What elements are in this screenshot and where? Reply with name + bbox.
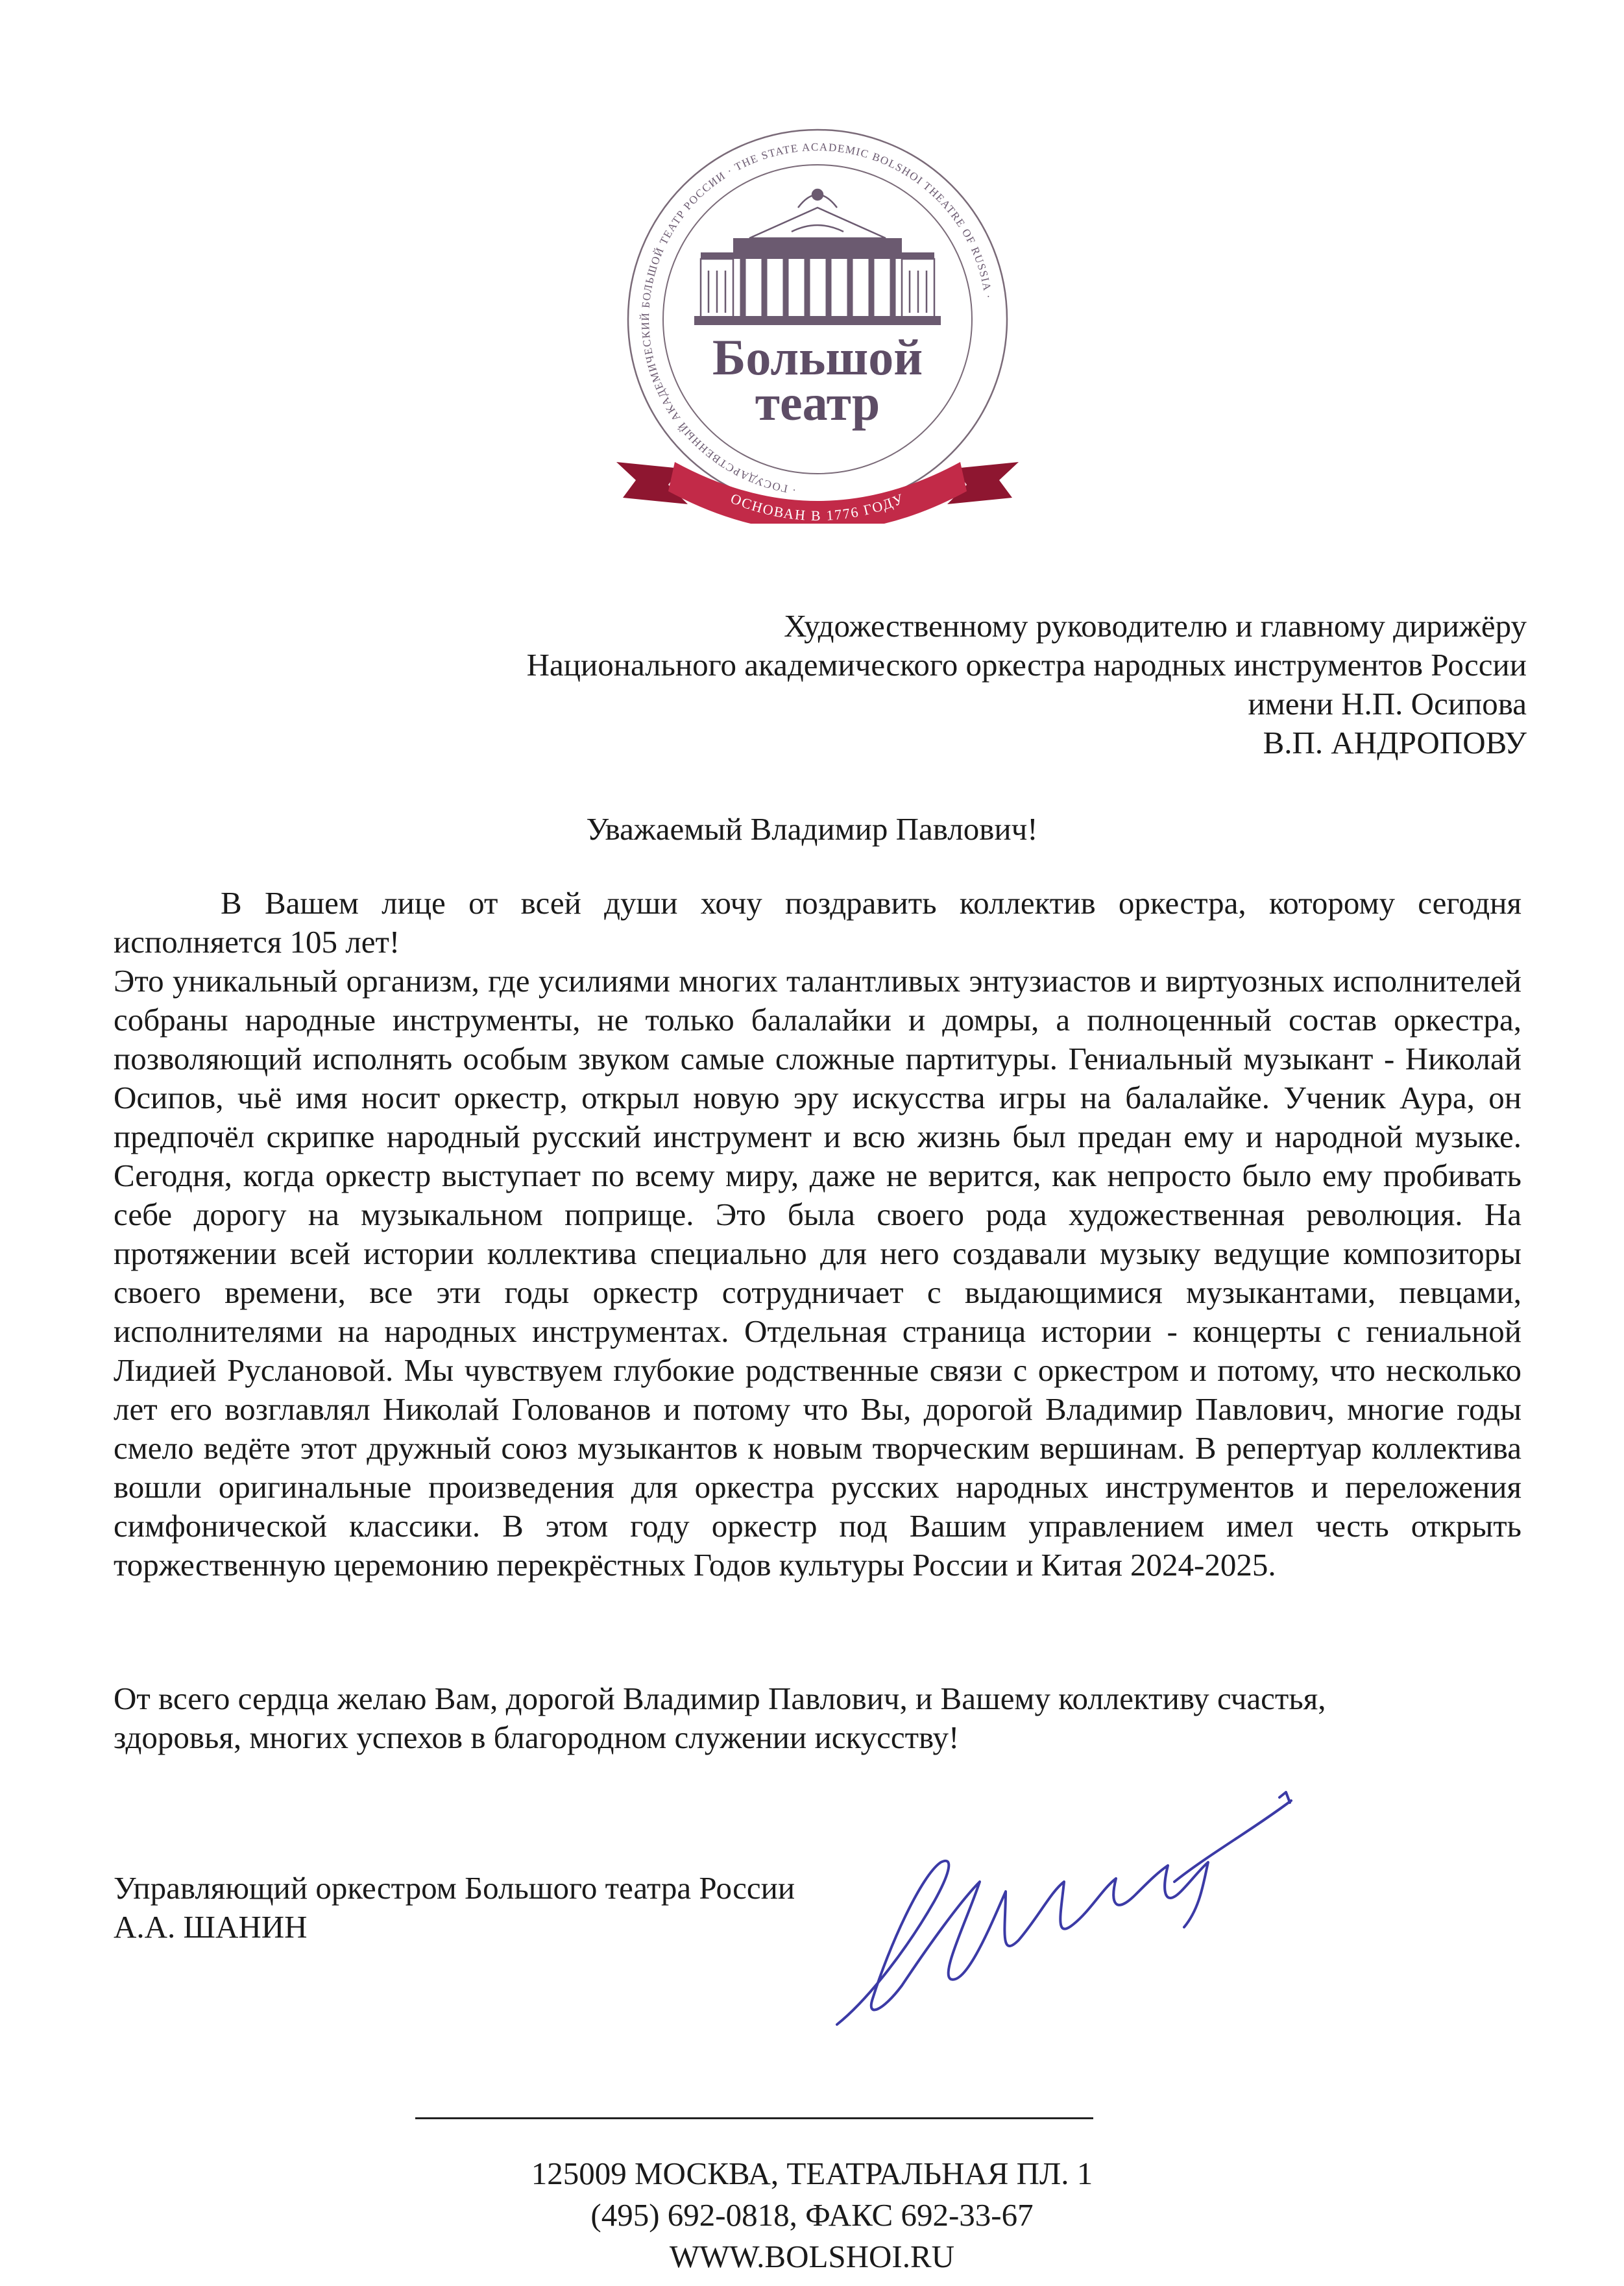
- logo-name-line2: театр: [755, 374, 880, 431]
- theatre-building-icon: [694, 189, 941, 325]
- footer-divider: [415, 2117, 1093, 2119]
- addressee-block: [527, 607, 1527, 762]
- salutation: Уважаемый Владимир Павлович!: [586, 811, 1038, 847]
- logo-name-line1: Большой: [712, 329, 923, 385]
- body-paragraph: В Вашем лице от всей души хочу поздравить коллектив оркестра, которому сегодня исполняется 105 лет!: [114, 885, 1521, 960]
- logo-ring-text: · ГОСУДАРСТВЕННЫЙ АКАДЕМИЧЕСКИЙ БОЛЬШОЙ ТЕАТР РОССИИ · THE STATE ACADEMIC BOLSHOI THEATRE OF RUSSIA ·: [638, 140, 995, 496]
- closing-line: здоровья, многих успехов в благородном служении искусству!: [114, 1720, 960, 1755]
- body-paragraph: Это уникальный организм, где усилиями многих талантливых энтузиастов и виртуозных исполнителей собраны народные инструменты, не только балалайки и домры, а полноценный состав оркестра, позволяющий исполнять особым звуком самые сложные партитуры. Гениальный музыкант - Николай Осипов, чьё имя носит оркестр, открыл новую эру искусства игры на балалайке. Ученик Аура, он предпочёл скрипке народный русский инструмент и всю жизнь был предан ему и народной музыке. Сегодня, когда оркестр выступает по всему миру, даже не верится, как непросто было ему пробивать себе дорогу на музыкальном поприще. Это была своего рода художественная революция. На протяжении всей истории коллектива специально для него создавали музыку ведущие композиторы своего времени, все эти годы оркестр сотрудничает с выдающимися музыкантами, певцами, исполнителями на народных инструментах. Отдельная страница истории - концерты с гениальной Лидией Руслановой. Мы чувствуем глубокие родственные связи с оркестром и потому, что несколько лет его возглавлял Николай Голованов и потому что Вы, дорогой Владимир Павлович, многие годы смело ведёте этот дружный союз музыкантов к новым творческим вершинам. В репертуар коллектива вошли оригинальные произведения для оркестра русских народных инструментов и переложения симфонической классики. В этом году оркестр под Вашим управлением имел честь открыть торжественную церемонию перекрёстных Годов культуры России и Китая 2024-2025.: [114, 963, 1521, 1583]
- signer-title: Управляющий оркестром Большого театра России: [114, 1870, 795, 1906]
- handwritten-signature: [811, 1752, 1304, 2050]
- footer-phones: (495) 692-0818, ФАКС 692-33-67: [590, 2197, 1034, 2233]
- signer-block: [114, 1869, 795, 1947]
- letter-body: [114, 884, 1521, 1585]
- addressee-line: Художественному руководителю и главному дирижёру: [784, 608, 1527, 644]
- closing-block: [114, 1679, 1521, 1757]
- logo-emblem: [603, 125, 1032, 524]
- closing-line: От всего сердца желаю Вам, дорогой Владимир Павлович, и Вашему коллективу счастья,: [114, 1681, 1326, 1716]
- addressee-name: В.П. АНДРОПОВУ: [1263, 725, 1527, 760]
- bolshoi-theatre-logo: [603, 125, 1032, 524]
- addressee-line: имени Н.П. Осипова: [1248, 686, 1527, 722]
- footer-address: 125009 МОСКВА, ТЕАТРАЛЬНАЯ ПЛ. 1: [531, 2156, 1093, 2191]
- ribbon-text: ОСНОВАН В 1776 ГОДУ: [728, 490, 907, 524]
- addressee-line: Национального академического оркестра народных инструментов России: [526, 647, 1527, 683]
- footer-website: WWW.BOLSHOI.RU: [669, 2239, 955, 2274]
- footer-block: [0, 2153, 1624, 2278]
- signer-name: А.А. ШАНИН: [114, 1909, 308, 1945]
